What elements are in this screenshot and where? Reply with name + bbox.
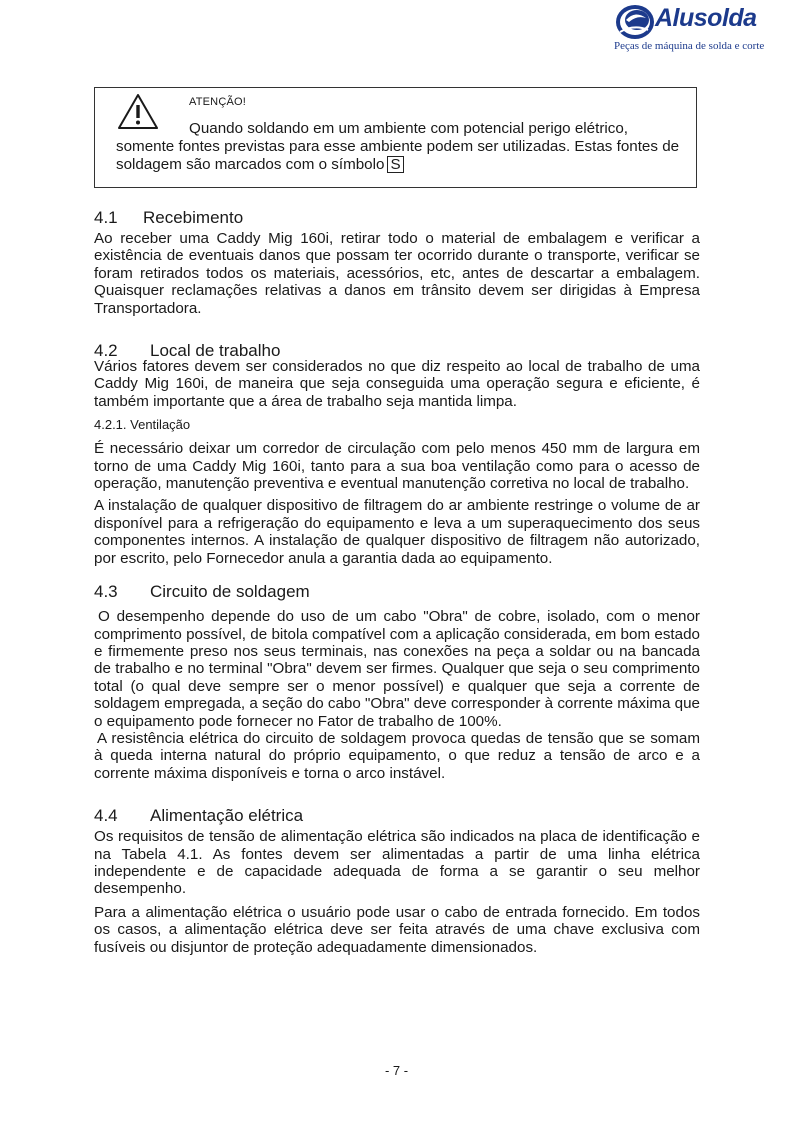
section-number: 4.4	[94, 806, 118, 826]
document-body	[94, 206, 700, 956]
paragraph: A instalação de qualquer dispositivo de filtragem do ar ambiente restringe o volume de ar disponível para a refrigeração do equipamento e leva a um superaquecimento dos seus componentes internos. A instalação de qualquer dispositivo de filtragem não autorizado, por escrito, pelo Fornecedor anula a garantia dada ao equipamento.	[94, 497, 700, 567]
brand-logo	[614, 2, 784, 56]
paragraph: É necessário deixar um corredor de circulação com pelo menos 450 mm de largura em torno de uma Caddy Mig 160i, tanto para a sua boa ventilação como para o acesso de operação, manutenção preventiva e eventual manutenção corretiva no local de trabalho.	[94, 440, 700, 493]
paragraph: Vários fatores devem ser considerados no que diz respeito ao local de trabalho de uma Caddy Mig 160i, de maneira que seja conseguida uma operação segura e eficiente, é também importante que a área de trabalho seja mantida limpa.	[94, 358, 700, 410]
section-number: 4.1	[94, 208, 118, 227]
warning-title: ATENÇÃO!	[189, 96, 247, 108]
section-4-3	[94, 580, 700, 782]
paragraph: Ao receber uma Caddy Mig 160i, retirar todo o material de embalagem e verificar a existência de eventuais danos que possam ter ocorrido durante o transporte, verificar se foram retirados todos os materiais, acessórios, etc, antes de descartar a embalagem. Quaisquer reclamações relativas a danos em trânsito devem ser dirigidas à Empresa Transportadora.	[94, 230, 700, 317]
section-title: Local de trabalho	[150, 341, 281, 361]
warning-text	[116, 120, 686, 174]
paragraph: Para a alimentação elétrica o usuário pode usar o cabo de entrada fornecido. Em todos os casos, a alimentação elétrica deve ser feita através de uma chave exclusiva com fusíveis ou disjuntor de proteção adequadamente dimensionados.	[94, 903, 700, 956]
section-number: 4.3	[94, 582, 118, 602]
section-number: 4.2	[94, 341, 118, 361]
paragraph: Os requisitos de tensão de alimentação elétrica são indicados na placa de identificação e na Tabela 4.1. As fontes devem ser alimentadas a partir de uma linha elétrica independente e de capacidade adequada de forma a se garantir o seu melhor desempenho.	[94, 828, 700, 898]
section-title: Recebimento	[143, 208, 244, 227]
symbol-s-box: S	[387, 156, 403, 173]
brand-name: Alusolda	[655, 4, 757, 32]
paragraph: A resistência elétrica do circuito de soldagem provoca quedas de tensão que se somam à queda interna natural do próprio equipamento, o que reduz a tensão de arco e a corrente máxima disponíveis e torna o arco instável.	[94, 729, 700, 782]
warning-box	[94, 87, 697, 188]
brand-tagline: Peças de máquina de solda e corte	[614, 40, 765, 52]
section-4-1	[94, 206, 700, 317]
section-title: Circuito de soldagem	[150, 582, 310, 602]
page-number: - 7 -	[384, 1063, 409, 1078]
paragraph: O desempenho depende do uso de um cabo "Obra" de cobre, isolado, com o menor comprimento possível, de bitola compatível com a aplicação considerada, em bom estado e firmemente preso nos seus terminais, nas conexões na peça a soldar ou na bancada de trabalho e no terminal "Obra" devem ser firmes. Qualquer que seja o seu comprimento total (o qual deve sempre ser o menor possível) e qualquer que seja a corrente de soldagem empregada, a seção do cabo "Obra" deve corresponder à corrente máxima que o equipamento pode fornecer no Fator de trabalho de 100%.	[94, 608, 700, 730]
alusolda-logo-icon	[614, 2, 658, 42]
section-4-2	[94, 339, 700, 567]
section-heading	[94, 206, 700, 230]
section-4-4	[94, 804, 700, 956]
section-heading	[94, 804, 700, 828]
subsection-title: 4.2.1. Ventilação	[94, 417, 191, 433]
warning-text-body: Quando soldando em um ambiente com potencial perigo elétrico, somente fontes previstas para esse ambiente podem ser utilizadas. Estas fontes de soldagem são marcados com o símbolo	[116, 120, 680, 173]
section-heading	[94, 580, 700, 604]
section-title: Alimentação elétrica	[150, 806, 304, 826]
